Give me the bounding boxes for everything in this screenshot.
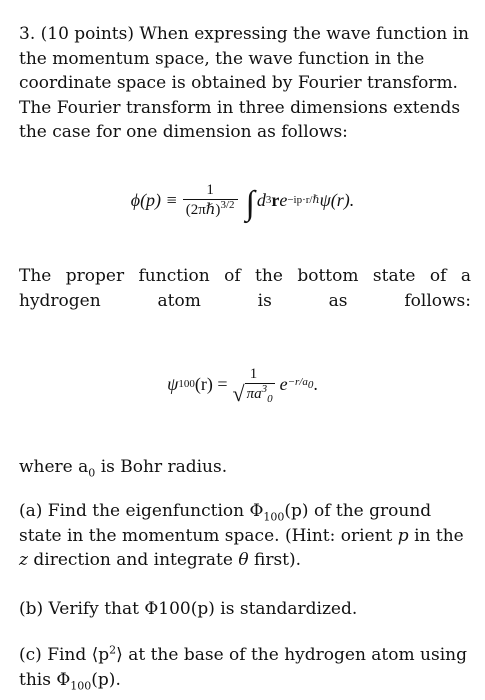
part-a [19,499,471,573]
part-a-z: z [19,550,28,570]
eq2-sqrt-body [245,383,275,404]
eq1-denominator [183,199,238,220]
eq1-e: e [279,189,288,210]
eq2-a-sup: 3 [261,382,268,395]
eq2-tail: . [313,373,318,394]
eq2-lhs-arg: (r) = [194,373,228,394]
bohr-where: where a [19,457,89,477]
eq2-pi-a: πa [246,385,262,402]
part-c-sup: 2 [109,643,117,657]
part-a-pre: (a) Find the eigenfunction Φ [19,501,264,521]
bohr-rest: is Bohr radius. [95,457,228,477]
eq1-lhs: ϕ(p) ≡ [130,189,178,210]
sqrt-sign: √ [232,380,245,406]
eq2-numerator: 1 [249,365,258,382]
eq2-a-sub: 0 [267,392,273,405]
part-a-mid3: direction and integrate [27,550,239,570]
eq1-den-base: (2πℏ) [185,201,221,218]
eq2-e-exp [287,376,314,392]
eq2-e: e [279,373,288,394]
part-a-mid2: in the [408,525,464,546]
eq1-den-exp: 3/2 [220,198,235,211]
ground-state-intro: The proper function of the bottom state of a hydrogen atom is as follows: [19,266,471,311]
part-a-mid1: (p) of the ground state in the momentum space. (Hint: orient [19,501,432,546]
part-a-end: first). [248,550,302,570]
part-a-theta: θ [238,550,249,570]
eq1-fraction [183,181,238,220]
part-c-mid: ⟩ at the base of the hydrogen atom using this Φ [19,645,467,690]
part-b: (b) Verify that Φ100(p) is standardized. [19,599,358,619]
eq1-tail: ψ(r). [319,189,355,210]
eq2-fraction [232,365,274,404]
ground-state-equation: ψ 100 (r) = 1 √ $\pi a^3_0$ e $-r/a_0$ . [167,365,318,406]
eq2-sqrt [232,380,274,406]
part-a-sub: 100 [263,510,285,524]
bohr-radius-note [19,455,471,480]
eq1-d: d [256,189,266,210]
eq2-e-exp-sub: 0 [307,379,314,392]
problem-intro: 3. (10 points) When expressing the wave function in the momentum space, the wave function in the coordinate space is obtained by Fourier transform. The Fourier transform in three dimensions extends the case for one dimension as follows: [19,24,470,142]
eq1-numerator: 1 [206,181,214,198]
integral-sign: ∫ [245,185,255,222]
eq1-r: r [271,189,280,210]
eq2-e-exp-text: −r/a [287,376,308,389]
part-c [19,643,471,692]
part-c-end: (p). [91,669,121,690]
part-a-p: p [397,525,409,546]
part-c-pre: (c) Find ⟨p [19,645,110,665]
bohr-sub: 0 [88,466,96,480]
part-c-sub: 100 [70,678,92,692]
eq2-psi: ψ [167,373,179,394]
fourier-transform-equation: ϕ(p) ≡ $\frac{1}{(2\pi\hbar)^{3/2}}$ ∫ d 3 r e −ip·r/ℏ ψ(r). [130,181,355,222]
